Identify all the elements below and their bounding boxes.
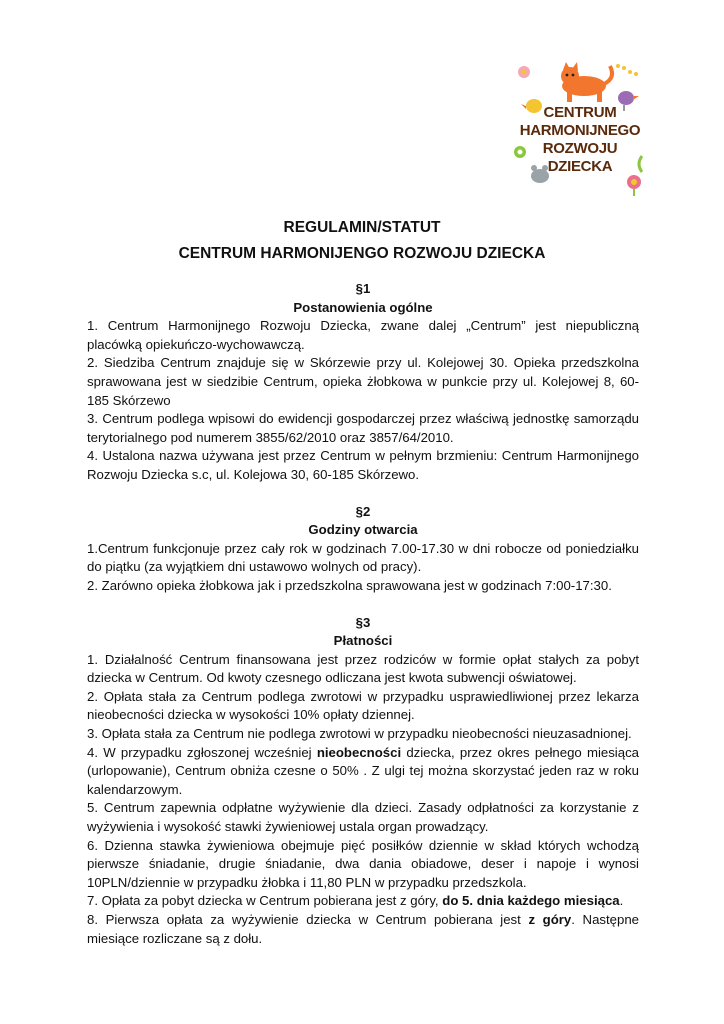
pink-flower-icon (627, 175, 641, 196)
centrum-logo (512, 60, 648, 196)
section-3-paragraph-5: 5. Centrum zapewnia odpłatne wyżywienie dla dzieci. Zasady odpłatności za korzystanie z wyżywienia i wysokość stawki żywieniowej ustala organ prowadzący. (87, 800, 639, 835)
section-3-number: §3 (355, 614, 371, 630)
cat-icon (561, 62, 612, 102)
section-1-paragraph-2: 2. Siedziba Centrum znajduje się w Skórzewie przy ul. Kolejowej 30. Opieka przedszkolna sprawowana jest w siedzibie Centrum, opieka żłobkowa w punkcie przy ul. Kolejowej 8, 60-185 Skórzewo (87, 355, 639, 408)
section-1-number: §1 (355, 281, 371, 296)
section-3-heading: Płatności (333, 633, 393, 649)
section-1-paragraph-4: 4. Ustalona nazwa używana jest przez Centrum w pełnym brzmieniu: Centrum Harmonijnego Rozwoju Dziecka s.c, ul. Kolejowa 30, 60-185 Skórzewo. (87, 448, 639, 482)
logo-line-4: DZIECKA (547, 158, 613, 175)
section-3-paragraph-8 (87, 911, 639, 948)
section-3-paragraph-7 (87, 892, 639, 911)
section-3-paragraph-6: 6. Dzienna stawka żywieniowa obejmuje pięć posiłków dziennie w skład których wchodzą pierwsze śniadanie, drugie śniadanie, dwa dania obiadowe, deser i napoje i wynosi 10PLN/dziennie w przypadku żłobka i 11,80 PLN w przypadku przedszkola. (87, 837, 639, 890)
section-2-paragraph-1: 1.Centrum funkcjonuje przez cały rok w godzinach 7.00-17.30 w dni robocze od poniedziałku do piątku (za wyjątkiem dni ustawowo wolnych od pracy). (87, 540, 639, 575)
document-title-line-1: REGULAMIN/STATUT (283, 219, 441, 236)
logo-line-2: HARMONIJNEGO (519, 122, 641, 139)
logo-line-3: ROZWOJU (542, 140, 618, 157)
section-3-p8-text-c: . Następne miesiące rozliczane są z dołu. (87, 912, 640, 946)
section-3-p4-text-c: dziecka, przez okres pełnego miesiąca (urlopowanie), Centrum obniża czesne o 50% . Z ulgi tej można skorzystać jeden raz w roku kalendarzowym. (87, 744, 639, 797)
document-title-line-2: CENTRUM HARMONIJENGO ROZWOJU DZIECKA (178, 245, 546, 262)
dots-icon (616, 64, 638, 76)
section-2-number: §2 (355, 503, 371, 519)
section-3-paragraph-3: 3. Opłata stała za Centrum nie podlega zwrotowi w przypadku nieobecności nieuzasadnionej. (87, 726, 632, 742)
section-1-paragraph-3: 3. Centrum podlega wpisowi do ewidencji gospodarczej przez właściwą jednostkę samorządu terytorialnego pod numerem 3855/62/2010 oraz 3857/64/2010. (87, 411, 639, 445)
section-1-heading: Postanowienia ogólne (293, 299, 433, 315)
section-3-p7-bold: do 5. dnia każdego miesiąca (442, 893, 620, 909)
section-3-p8-text-a: 8. Pierwsza opłata za wyżywienie dziecka w Centrum pobierana jest (87, 912, 529, 927)
section-3-paragraph-1: 1. Działalność Centrum finansowana jest przez rodziców w formie opłat stałych za pobyt dziecka w Centrum. Od kwoty czesnego odliczana jest kwota subwencji oświatowej. (87, 651, 639, 686)
section-3-paragraph-2: 2. Opłata stała za Centrum podlega zwrotowi w przypadku usprawiedliwionej przez lekarza nieobecności dziecka w wysokości 10% opłaty dziennej. (87, 688, 639, 723)
document-body (87, 280, 639, 948)
section-1-paragraph-1: 1. Centrum Harmonijnego Rozwoju Dziecka, zwane dalej „Centrum” jest niepubliczną placówką opiekuńczo-wychowawczą. (87, 318, 639, 352)
section-3-paragraph-4 (87, 744, 639, 800)
section-3-p4-bold: nieobecności (316, 744, 402, 760)
section-3-p8-bold: z góry (528, 912, 572, 927)
section-2-paragraph-2: 2. Zarówno opieka żłobkowa jak i przedszkolna sprawowana jest w godzinach 7:00-17:30. (87, 577, 612, 593)
logo-line-1: CENTRUM (543, 104, 617, 121)
section-3-p7-text-c: . (619, 893, 624, 909)
section-3-p7-text-a: 7. Opłata za pobyt dziecka w Centrum pobierana jest z góry, (87, 893, 443, 909)
flower-icon (518, 66, 530, 78)
logo-text (512, 104, 648, 176)
section-2-heading: Godziny otwarcia (308, 522, 418, 538)
section-3-p4-text-a: 4. W przypadku zgłoszonej wcześniej (87, 744, 317, 760)
